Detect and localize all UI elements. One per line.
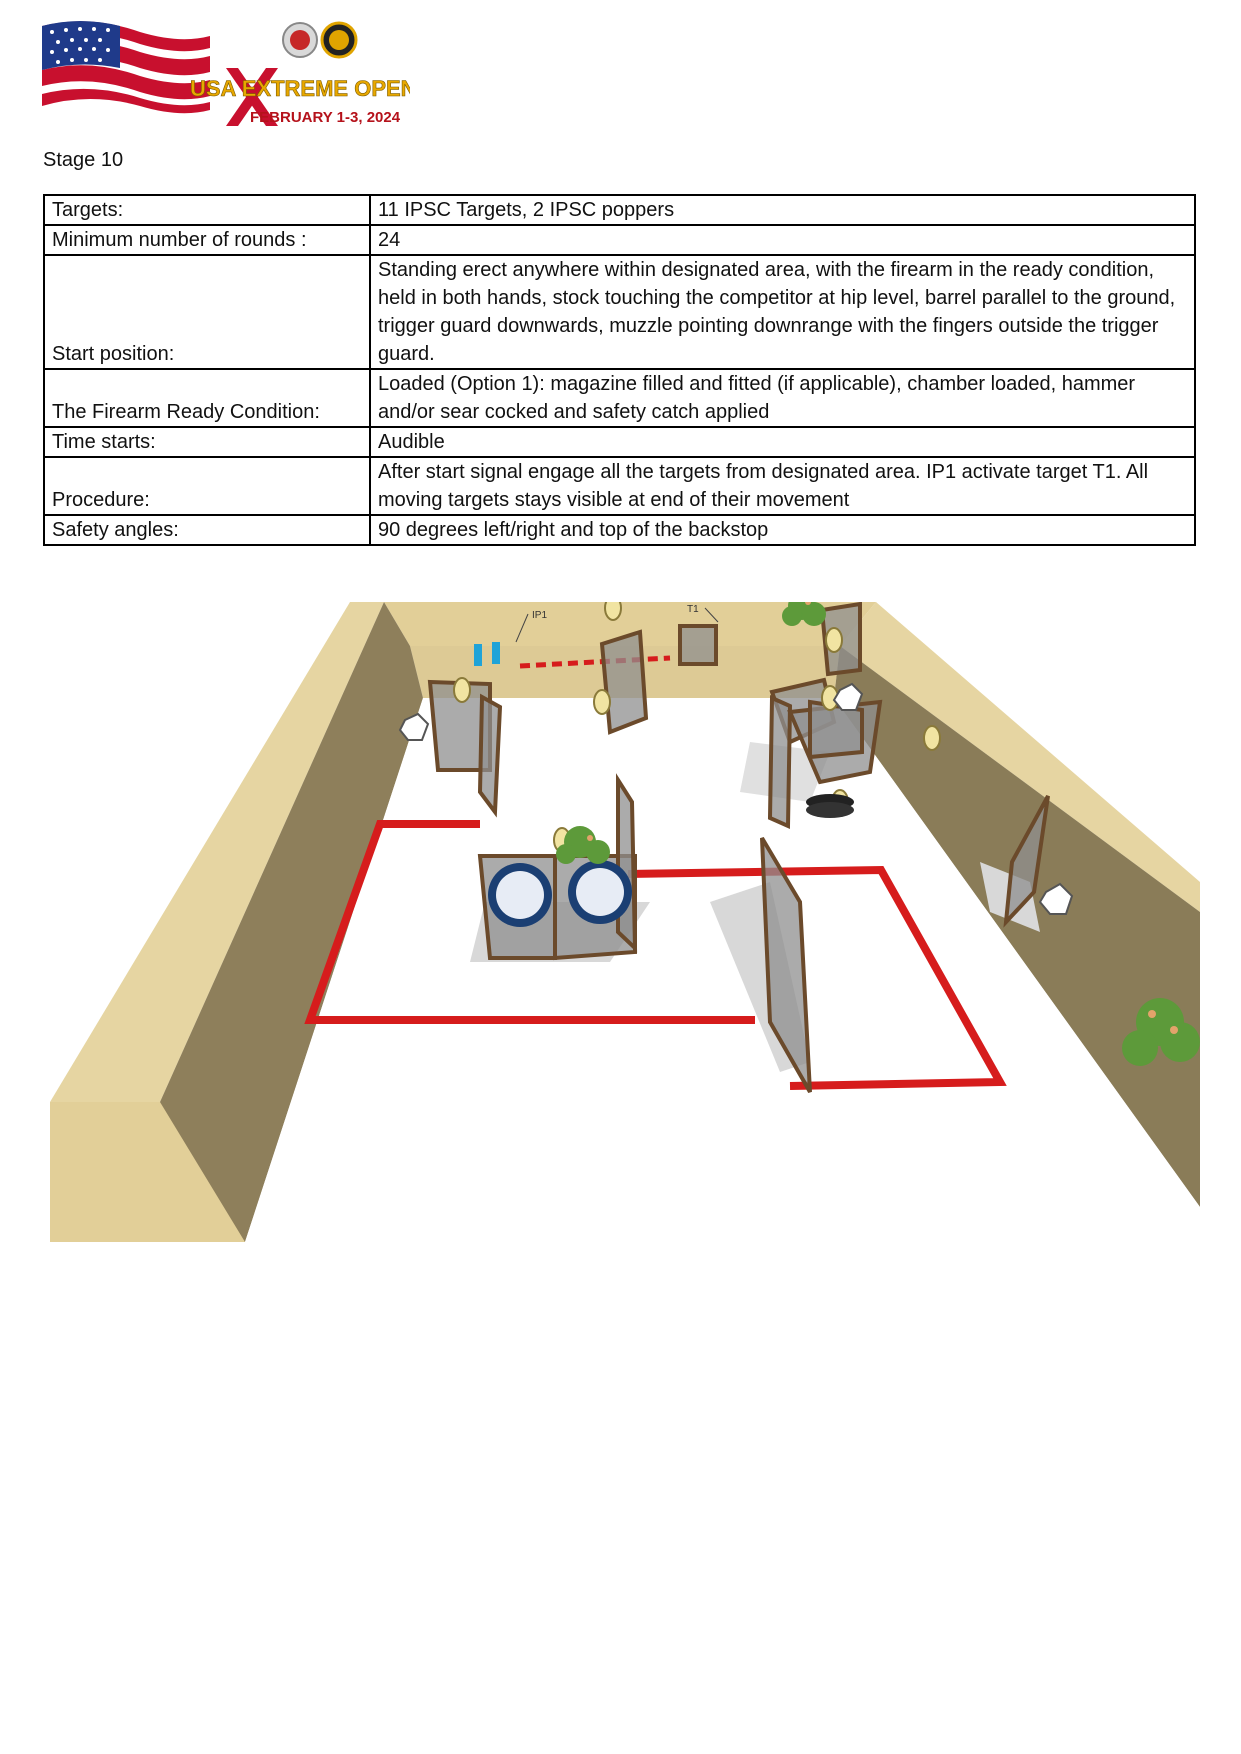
row-value: Audible xyxy=(370,427,1195,457)
event-logo xyxy=(40,18,410,130)
table-row xyxy=(44,225,1195,255)
t1-label: T1 xyxy=(687,604,699,615)
table-row xyxy=(44,369,1195,427)
stage-info-table xyxy=(43,194,1196,546)
stage-title: Stage 10 xyxy=(43,149,124,171)
stage-diagram xyxy=(50,602,1200,1242)
row-value: Loaded (Option 1): magazine filled and fitted (if applicable), chamber loaded, hammer and/or sear cocked and safety catch applied xyxy=(370,369,1195,427)
logo-dates: FEBRUARY 1-3, 2024 xyxy=(250,109,401,126)
row-label: Targets: xyxy=(44,195,370,225)
row-label: Time starts: xyxy=(44,427,370,457)
row-value: 11 IPSC Targets, 2 IPSC poppers xyxy=(370,195,1195,225)
row-label: Procedure: xyxy=(44,457,370,515)
table-row xyxy=(44,195,1195,225)
row-label: Safety angles: xyxy=(44,515,370,545)
ip1-label: IP1 xyxy=(532,610,548,621)
row-value: Standing erect anywhere within designated area, with the firearm in the ready condition, held in both hands, stock touching the competitor at hip level, barrel parallel to the ground, trigger guard downwards, muzzle pointing downrange with the fingers outside the trigger guard. xyxy=(370,255,1195,369)
row-value: 90 degrees left/right and top of the backstop xyxy=(370,515,1195,545)
row-label: Start position: xyxy=(44,255,370,369)
table-row xyxy=(44,457,1195,515)
table-row xyxy=(44,255,1195,369)
us-flag-icon xyxy=(42,21,210,113)
row-label: Minimum number of rounds : xyxy=(44,225,370,255)
row-value: 24 xyxy=(370,225,1195,255)
table-row xyxy=(44,515,1195,545)
table-row xyxy=(44,427,1195,457)
row-label: The Firearm Ready Condition: xyxy=(44,369,370,427)
row-value: After start signal engage all the targets from designated area. IP1 activate target T1. All moving targets stays visible at end of their movement xyxy=(370,457,1195,515)
logo-title: USA EXTREME OPEN xyxy=(190,76,410,101)
